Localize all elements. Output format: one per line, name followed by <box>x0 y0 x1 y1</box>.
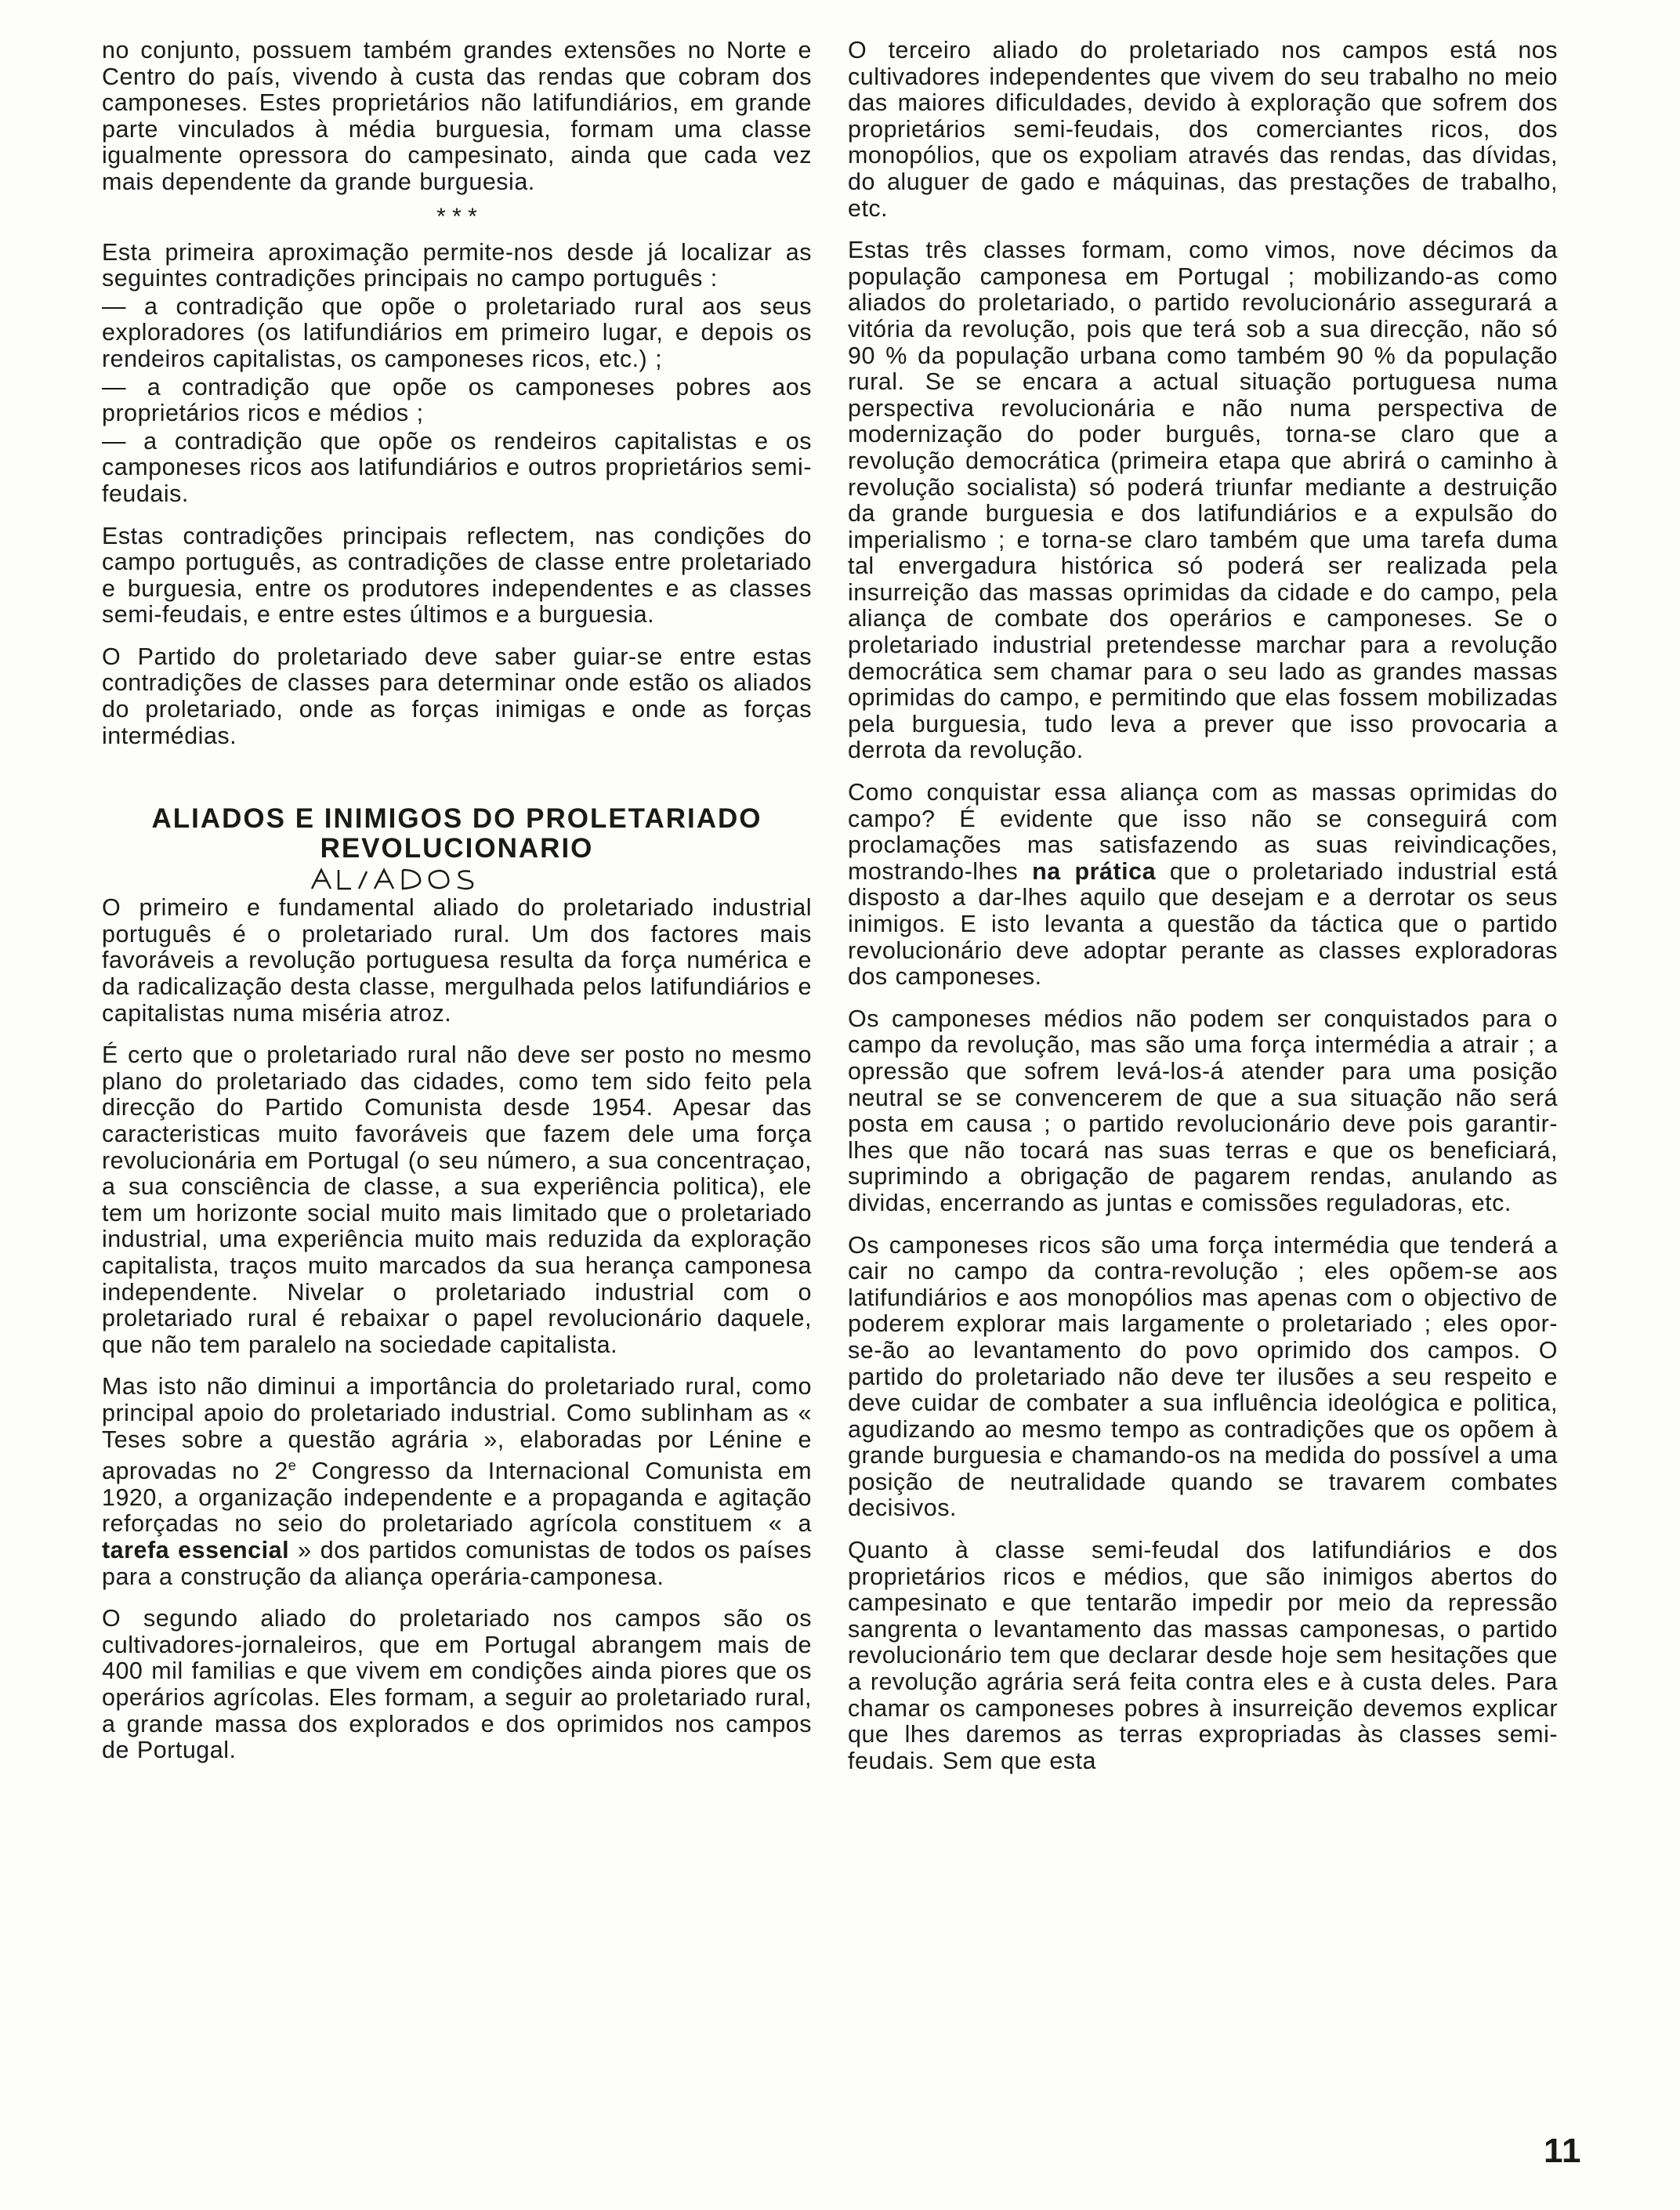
section-separator <box>102 203 812 230</box>
left-column <box>102 38 812 1764</box>
paragraph-party-guidance: O Partido do proletariado deve saber guiar-se entre estas contradições de classes para determinar onde estão os aliados do proletariado, onde as forças inimigas e onde as forças intermédias. <box>102 643 812 749</box>
list-item: — a contradição que opõe os rendeiros capitalistas e os camponeses ricos aos latifundiários e outros proprietários semi-feudais. <box>102 427 812 507</box>
theses-text-c: » dos partidos comunistas de todos os países para a construção da aliança operária-camponesa. <box>102 1537 812 1590</box>
essential-task-bold: tarefa essencial <box>102 1537 290 1564</box>
paragraph-semi-feudal-class: Quanto à classe semi-feudal dos latifundiários e dos proprietários ricos e médios, que são inimigos abertos do campesinato e que tentarão impedir por meio da repressão sangrenta o levantamento das massas camponesas, o partido revolucionário tem que declarar desde hoje sem hesitações que a revolução agrária será feita contra eles e à custa deles. Para chamar os camponeses pobres à insurreição devemos explicar que lhes daremos as terras expropriadas às classes semi-feudais. Sem que esta <box>848 1537 1558 1774</box>
handwritten-aliados-drawing <box>102 865 812 893</box>
right-column <box>848 38 1558 1774</box>
alliance-text-a: Como conquistar essa aliança com as massas oprimidas do campo? É evidente que isso não se conseguirá com proclamações mas satisfazendo as suas reivindicações, mostrando-lhes <box>848 779 1558 885</box>
paragraph-how-to-win-alliance <box>848 780 1558 991</box>
paragraph-second-ally: O segundo aliado do proletariado nos campos são os cultivadores-jornaleiros, que em Portugal abrangem mais de 400 mil familias e que vivem em condições ainda piores que os operários agrícolas. Eles formam, a seguir ao proletariado rural, a grande massa dos explorados e dos oprimidos nos campos de Portugal. <box>102 1605 812 1764</box>
paragraph-landowners: no conjunto, possuem também grandes extensões no Norte e Centro do país, vivendo à custa das rendas que cobram dos camponeses. Estes proprietários não latifundiários, em grande parte vinculados à média burguesia, formam uma classe igualmente opressora do campesinato, ainda que cada vez mais dependente da grande burguesia. <box>102 37 812 195</box>
paragraph-third-ally: O terceiro aliado do proletariado nos campos está nos cultivadores independentes que vivem do seu trabalho no meio das maiores dificuldades, devido à exploração que sofrem dos proprietários semi-feudais, dos comerciantes ricos, dos monopólios, que os expoliam através das rendas, das dívidas, do aluguer de gado e máquinas, das prestações de trabalho, etc. <box>848 37 1558 222</box>
alliance-text-b: que o proletariado industrial está disposto a dar-lhes aquilo que desejam e a derrotar os seus inimigos. E isto levanta a questão da táctica que o partido revolucionário deve adoptar perante as classes exploradoras dos camponeses. <box>848 857 1559 991</box>
paragraph-three-classes: Estas três classes formam, como vimos, nove décimos da população camponesa em Portugal ; mobilizando-as como aliados do proletariado, o partido revolucionário assegurará a vitória da revolução, pois que terá sob a sua direcção, não só 90 % da população urbana como também 90 % da população rural. Se se encara a actual situação portuguesa numa perspectiva revolucionária e não numa perspectiva de modernização do poder burguês, torna-se claro que a revolução democrática (primeira etapa que abrirá o caminho à revolução socialista) só poderá triunfar mediante a destruição da grande burguesia e dos latifundiários e a expulsão do imperialismo ; e torna-se claro também que uma tarefa duma tal envergadura histórica só poderá ser realizada pela insurreição das massas oprimidas da cidade e do campo, pela aliança de combate dos operários e camponeses. Se o proletariado industrial pretendesse marchar para a revolução democrática sem chamar para o seu lado as grandes massas oprimidas do campo, e permitindo que elas fossem mobilizadas pela burguesia, tudo leva a prever que isso provocaria a derrota da revolução. <box>848 237 1558 764</box>
theses-text-b: Congresso da Internacional Comunista em 1920, a organização independente e a propaganda e agitação reforçadas no seio do proletariado agrícola constituem « a <box>102 1458 812 1538</box>
in-practice-bold: na prática <box>1032 857 1157 885</box>
paragraph-agrarian-theses <box>102 1374 812 1590</box>
theses-superscript: e <box>288 1458 297 1474</box>
paragraph-rich-peasants: Os camponeses ricos são uma força intermédia que tenderá a cair no campo da contra-revolução ; eles opõem-se aos latifundiários e aos monopólios mas apenas com o objectivo de poderem explorar mais largamente o proletariado ; eles opor-se-ão ao levantamento do povo oprimido dos campos. O partido do proletariado não deve ter ilusões a seu respeito e deve cuidar de combater a sua influência ideológica e politica, agudizando ao mesmo tempo as contradições que os opõem à grande burguesia e chamando-os na medida do possível a uma posição de neutralidade quando se travarem combates decisivos. <box>848 1231 1558 1522</box>
paragraph-middle-peasants: Os camponeses médios não podem ser conquistados para o campo da revolução, mas são uma força intermédia a atrair ; a opressão que sofrem levá-los-á atender para uma posição neutral se se convencerem de que a sua situação não será posta em causa ; o partido revolucionário deve pois garantir-lhes que não tocará nas suas terras e que os beneficiará, suprimindo a obrigação de pagarem rendas, anulando as dividas, encerrando as juntas e comissões reguladoras, etc. <box>848 1005 1558 1216</box>
list-item: — a contradição que opõe o proletariado rural aos seus exploradores (os latifundiários em primeiro lugar, e depois os rendeiros capitalistas, os camponeses ricos, etc.) ; <box>102 292 812 372</box>
paragraph-contradictions-intro: Esta primeira aproximação permite-nos desde já localizar as seguintes contradições principais no campo português : <box>102 238 812 292</box>
section-heading: ALIADOS E INIMIGOS DO PROLETARIADO REVOLUCIONARIO <box>151 803 762 864</box>
page-number: 11 <box>1544 2132 1582 2170</box>
list-item: — a contradição que opõe os camponeses pobres aos proprietários ricos e médios ; <box>102 373 812 427</box>
separator-stars: * * * <box>436 203 477 230</box>
contradictions-list <box>102 294 812 508</box>
paragraph-first-ally: O primeiro e fundamental aliado do proletariado industrial português é o proletariado rural. Um dos factores mais favoráveis a revolução portuguesa resulta da força numérica e da radicalização desta classe, mergulhada pelos latifundiários e capitalistas numa miséria atroz. <box>102 894 812 1027</box>
paragraph-rural-proletariat: É certo que o proletariado rural não deve ser posto no mesmo plano do proletariado das cidades, como tem sido feito pela direcção do Partido Comunista desde 1954. Apesar das caracteristicas muito favoráveis que fazem dele uma força revolucionária em Portugal (o seu número, a sua concentraçao, a sua consciência de classe, a sua experiência politica), ele tem um horizonte social muito mais limitado que o proletariado industrial, uma experiência muito mais reduzida da exploração capitalista, traços muito marcados da sua herança camponesa independente. Nivelar o proletariado industrial com o proletariado rural é rebaixar o papel revolucionário daquele, que não tem paralelo na sociedade capitalista. <box>102 1042 812 1358</box>
theses-text-a: Mas isto não diminui a importância do proletariado rural, como principal apoio do proletariado industrial. Como sublinham as « Teses sobre a questão agrária », elaboradas por Lénine e aprovadas no 2 <box>102 1373 812 1485</box>
paragraph-class-contradictions: Estas contradições principais reflectem, nas condições do campo português, as contradições de classe entre proletariado e burguesia, entre os produtores independentes e as classes semi-feudais, e entre estes últimos e a burguesia. <box>102 522 812 629</box>
handwritten-note <box>102 865 812 893</box>
